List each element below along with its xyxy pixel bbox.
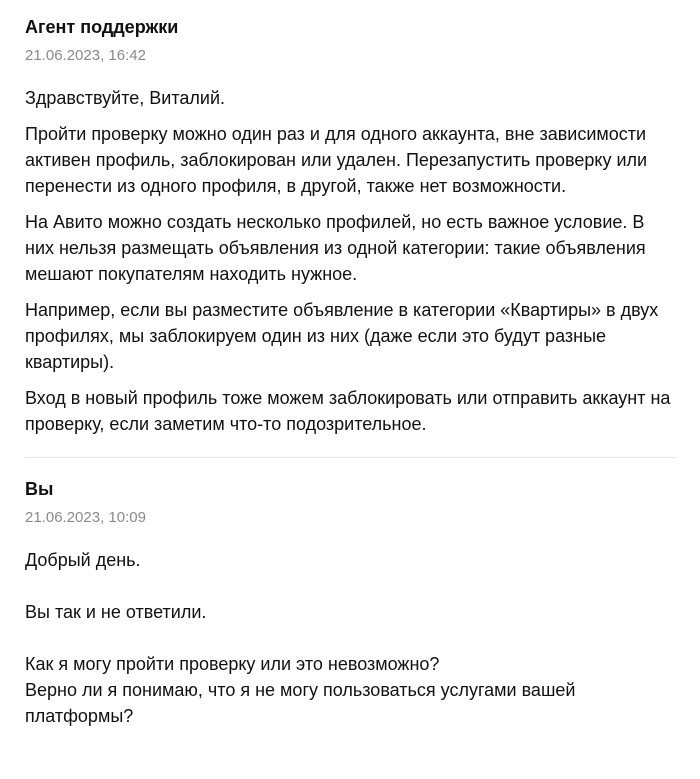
message-paragraph: Как я могу пройти проверку или это невозможно? xyxy=(25,654,440,674)
message-paragraph: Вы так и не ответили. xyxy=(25,602,207,622)
support-agent-message xyxy=(25,0,676,437)
message-paragraph: Добрый день. xyxy=(25,550,141,570)
message-paragraph: Здравствуйте, Виталий. xyxy=(25,88,226,108)
user-message xyxy=(25,458,676,729)
message-author: Вы xyxy=(25,479,54,499)
message-paragraph: Например, если вы разместите объявление в категории «Квартиры» в двух профилях, мы заблокируем один из них (даже если это будут разные квартиры). xyxy=(25,300,659,372)
message-timestamp: 21.06.2023, 16:42 xyxy=(25,47,146,64)
message-paragraph: Пройти проверку можно один раз и для одного аккаунта, вне зависимости активен профиль, заблокирован или удален. Перезапустить проверку или перенести из одного профиля, в другой, также нет возможности. xyxy=(25,124,648,196)
message-author: Агент поддержки xyxy=(25,17,179,37)
message-timestamp: 21.06.2023, 10:09 xyxy=(25,509,146,526)
message-paragraph: Верно ли я понимаю, что я не могу пользоваться услугами вашей платформы? xyxy=(25,680,576,726)
message-paragraph: На Авито можно создать несколько профилей, но есть важное условие. В них нельзя размещать объявления из одной категории: такие объявления мешают покупателям находить нужное. xyxy=(25,212,646,284)
message-paragraph: Вход в новый профиль тоже можем заблокировать или отправить аккаунт на проверку, если заметим что-то подозрительное. xyxy=(25,388,671,434)
